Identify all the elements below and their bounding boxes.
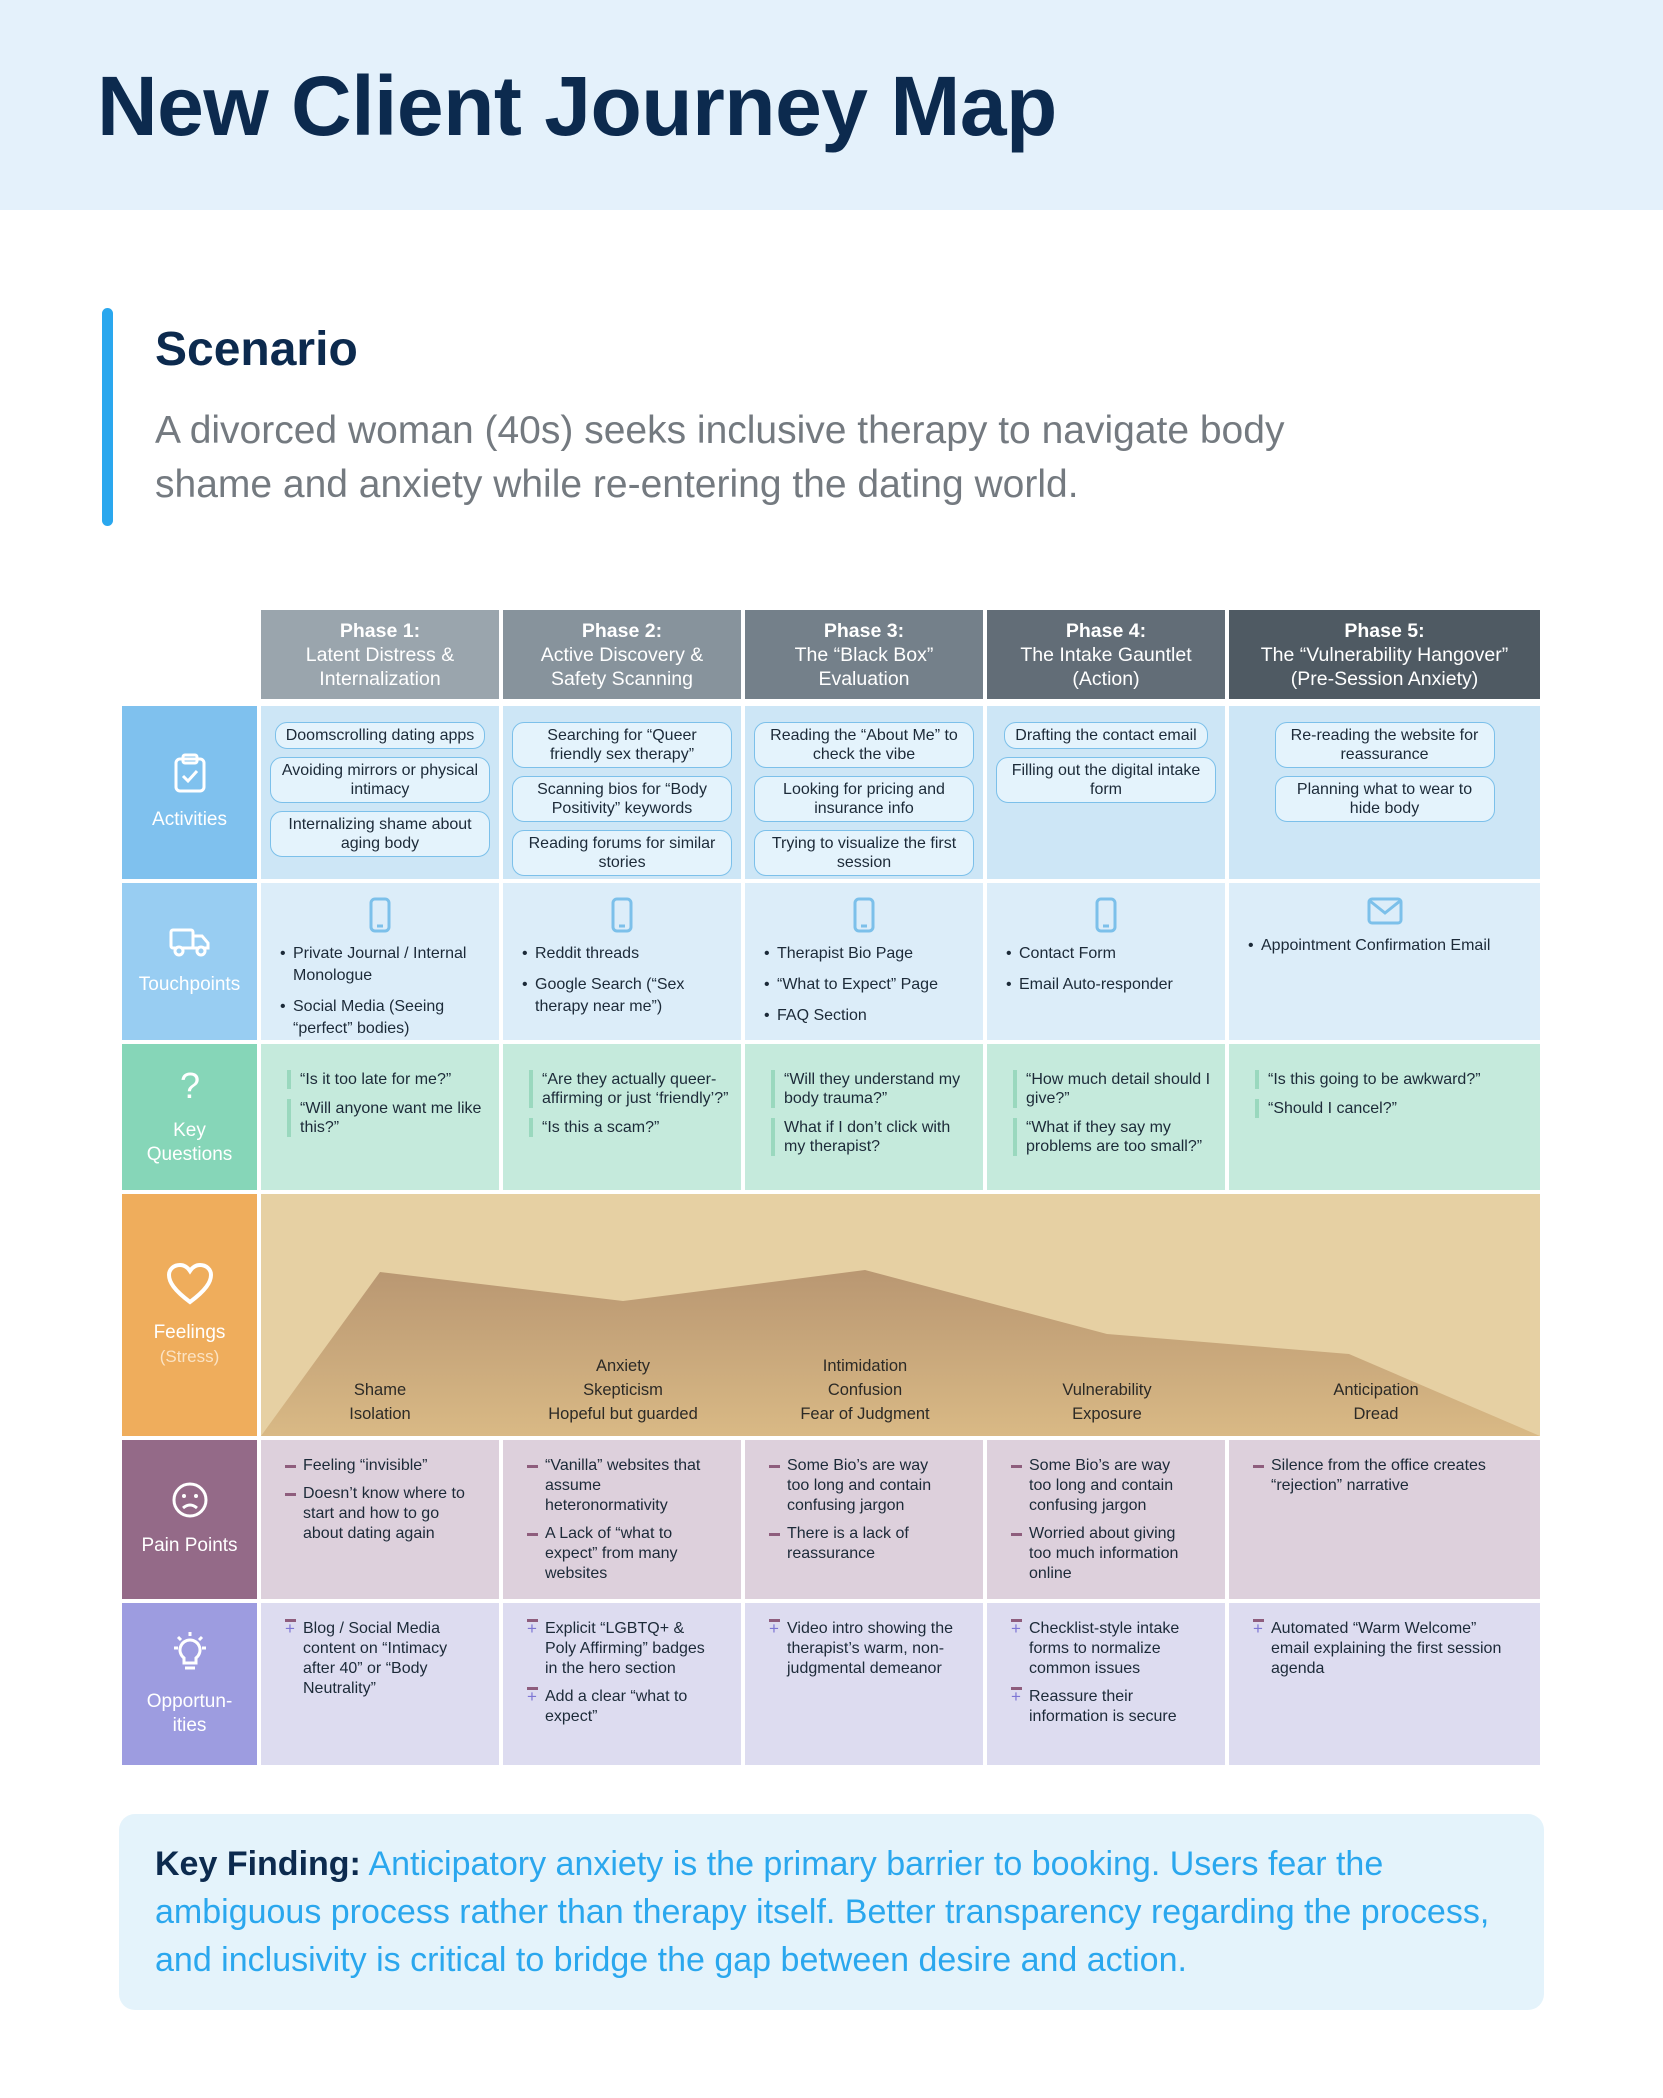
row-label-pain-points: [122, 1440, 257, 1599]
touchpoint-list: [261, 943, 499, 1040]
touchpoint-item: • “What to Expect” Page: [777, 974, 971, 996]
plus-icon: +: [769, 1619, 779, 1638]
heart-icon: [166, 1262, 214, 1313]
question-icon: [175, 1068, 205, 1111]
pain-point-text: Doesn’t know where to start and how to go about dating again: [303, 1485, 465, 1542]
emotion-word: Exposure: [1072, 1405, 1142, 1423]
phone-icon: [503, 883, 741, 933]
question-item: “Should I cancel?”: [1255, 1099, 1525, 1118]
touchpoint-item: • FAQ Section: [777, 1005, 971, 1027]
scenario-heading: Scenario: [155, 323, 358, 376]
phase-label: Phase 4:: [1065, 619, 1147, 642]
pain-point-text: “Vanilla” websites that assume heteronormativity: [545, 1457, 701, 1514]
pain-point-item: [527, 1456, 712, 1516]
lightbulb-icon: [169, 1631, 211, 1682]
opportunity-item: [769, 1619, 954, 1679]
phase-name: Active Discovery & Safety Scanning: [540, 643, 704, 690]
emotion-word: Vulnerability: [1062, 1381, 1152, 1399]
key-finding-text: [155, 1840, 1495, 1984]
scenario-accent-bar: [102, 308, 113, 526]
key-questions-cell: [1229, 1044, 1540, 1190]
phase-name: The Intake Gauntlet (Action): [1020, 643, 1192, 690]
opportunities-cell: [503, 1603, 741, 1765]
activities-cell: [261, 706, 499, 879]
activity-pill: Reading the “About Me” to check the vibe: [754, 722, 974, 768]
pain-point-text: Some Bio’s are way too long and contain confusing jargon: [1029, 1457, 1174, 1514]
phase-label: Phase 3:: [823, 619, 905, 642]
opportunity-text: Checklist-style intake forms to normalize common issues: [1029, 1620, 1180, 1677]
sad-face-icon: [171, 1481, 209, 1526]
phone-icon: [987, 883, 1225, 933]
pain-points-cell: [1229, 1440, 1540, 1599]
touchpoints-cell: [1229, 883, 1540, 1040]
key-questions-cell: [261, 1044, 499, 1190]
minus-icon: [1253, 1465, 1264, 1468]
minus-icon: [285, 1465, 296, 1468]
phase-label: Phase 1:: [339, 619, 421, 642]
question-item: “How much detail should I give?”: [1013, 1070, 1213, 1108]
phase-header-4: [987, 610, 1225, 699]
touchpoint-item: • Email Auto-responder: [1019, 974, 1213, 996]
emotion-label: [1007, 1378, 1207, 1426]
touchpoint-item: • Appointment Confirmation Email: [1261, 935, 1528, 957]
activity-pill: Searching for “Queer friendly sex therapy”: [512, 722, 732, 768]
opportunity-text: Blog / Social Media content on “Intimacy after 40” or “Body Neutrality”: [303, 1620, 448, 1697]
plus-icon: +: [527, 1619, 537, 1638]
plus-icon: +: [527, 1687, 537, 1706]
emotion-word: Intimidation: [822, 1357, 908, 1375]
row-label-text: Activities: [152, 809, 227, 830]
svg-text:?: ?: [179, 1067, 200, 1104]
touchpoint-item: • Therapist Bio Page: [777, 943, 971, 965]
touchpoint-item: • Reddit threads: [535, 943, 729, 965]
activity-pill: Avoiding mirrors or physical intimacy: [270, 757, 490, 803]
opportunity-text: Automated “Warm Welcome” email explaining the first session agenda: [1271, 1620, 1502, 1677]
activity-pill: Re-reading the website for reassurance: [1275, 722, 1495, 768]
plus-icon: +: [285, 1619, 295, 1638]
key-questions-cell: [745, 1044, 983, 1190]
page-title: New Client Journey Map: [97, 59, 1057, 153]
question-item: “Is this a scam?”: [529, 1118, 729, 1137]
activities-cell: [987, 706, 1225, 879]
phase-label: Phase 5:: [1344, 619, 1425, 642]
touchpoints-cell: [503, 883, 741, 1040]
opportunity-item: [1011, 1687, 1196, 1727]
plus-icon: +: [1011, 1687, 1021, 1706]
opportunities-cell: [1229, 1603, 1540, 1765]
pain-point-item: [769, 1456, 954, 1516]
phase-name: Latent Distress & Internalization: [305, 643, 455, 690]
truck-icon: [169, 926, 211, 965]
phase-label: Phase 2:: [581, 619, 663, 642]
activity-pill: Filling out the digital intake form: [996, 757, 1216, 803]
activities-cell: [745, 706, 983, 879]
emotion-label: [523, 1354, 723, 1426]
pain-point-text: Worried about giving too much information online: [1029, 1525, 1179, 1582]
row-label-text: Pain Points: [141, 1535, 238, 1556]
opportunity-item: [1253, 1619, 1503, 1679]
phase-header-1: [261, 610, 499, 699]
clipboard-icon: [173, 753, 207, 800]
feelings-area: [261, 1194, 1540, 1436]
minus-icon: [769, 1465, 780, 1468]
header: [0, 0, 1663, 210]
emotion-word: Confusion: [827, 1381, 903, 1399]
pain-points-cell: [261, 1440, 499, 1599]
phone-icon: [261, 883, 499, 933]
minus-icon: [527, 1533, 538, 1536]
pain-point-text: Some Bio’s are way too long and contain confusing jargon: [787, 1457, 932, 1514]
opportunities-cell: [987, 1603, 1225, 1765]
emotion-word: Shame: [353, 1381, 407, 1399]
phase-name: The “Black Box” Evaluation: [794, 643, 934, 690]
phase-name: The “Vulnerability Hangover” (Pre-Session Anxiety): [1260, 643, 1509, 690]
activity-pill: Reading forums for similar stories: [512, 830, 732, 876]
row-label-text: Touchpoints: [138, 974, 241, 995]
key-questions-cell: [987, 1044, 1225, 1190]
row-label-text: Feelings: [153, 1321, 226, 1343]
minus-icon: [527, 1465, 538, 1468]
activities-cell: [1229, 706, 1540, 879]
touchpoint-item: • Contact Form: [1019, 943, 1213, 965]
pain-point-item: [1011, 1524, 1196, 1584]
opportunity-text: Reassure their information is secure: [1029, 1688, 1177, 1725]
pain-point-text: There is a lack of reassurance: [787, 1525, 909, 1562]
activities-cell: [503, 706, 741, 879]
opportunities-cell: [261, 1603, 499, 1765]
row-label-subtext: (Stress): [159, 1346, 220, 1366]
row-label-feelings: [122, 1194, 257, 1436]
activity-pill: Internalizing shame about aging body: [270, 811, 490, 857]
scenario-text: A divorced woman (40s) seeks inclusive therapy to navigate body shame and anxiety while re-entering the dating world.: [155, 409, 1285, 506]
question-item: “Is this going to be awkward?”: [1255, 1070, 1525, 1089]
touchpoint-list: [1229, 935, 1540, 957]
pain-point-text: A Lack of “what to expect” from many websites: [545, 1525, 678, 1582]
question-item: What if I don’t click with my therapist?: [771, 1118, 971, 1156]
pain-point-item: [1253, 1456, 1503, 1496]
envelope-icon: [1229, 883, 1540, 925]
minus-icon: [769, 1533, 780, 1536]
scenario-section: [102, 308, 1402, 526]
pain-point-item: [285, 1484, 470, 1544]
phase-header-3: [745, 610, 983, 699]
key-questions-cell: [503, 1044, 741, 1190]
touchpoint-item: • Private Journal / Internal Monologue: [293, 943, 487, 987]
emotion-word: Isolation: [349, 1405, 411, 1423]
emotion-word: Anxiety: [595, 1357, 651, 1375]
journey-map: [122, 610, 1540, 1765]
pain-points-cell: [987, 1440, 1225, 1599]
activity-pill: Trying to visualize the first session: [754, 830, 974, 876]
activity-pill: Drafting the contact email: [1004, 722, 1207, 749]
key-finding-box: [119, 1814, 1544, 2010]
activity-pill: Scanning bios for “Body Positivity” keywords: [512, 776, 732, 822]
touchpoints-cell: [987, 883, 1225, 1040]
activity-pill: Planning what to wear to hide body: [1275, 776, 1495, 822]
touchpoint-list: [503, 943, 741, 1018]
opportunity-text: Explicit “LGBTQ+ & Poly Affirming” badges in the hero section: [545, 1620, 705, 1677]
emotion-word: Anticipation: [1333, 1381, 1419, 1399]
emotion-word: Skepticism: [583, 1381, 663, 1399]
opportunity-item: [527, 1619, 712, 1679]
row-label-opportunities: [122, 1603, 257, 1765]
plus-icon: +: [1253, 1619, 1263, 1638]
opportunity-item: [1011, 1619, 1196, 1679]
phase-header-2: [503, 610, 741, 699]
opportunity-text: Video intro showing the therapist’s warm, non-judgmental demeanor: [787, 1620, 954, 1677]
key-finding-label: Key Finding:: [155, 1845, 361, 1883]
emotion-label: [280, 1378, 480, 1426]
pain-point-text: Feeling “invisible”: [303, 1457, 428, 1474]
row-label-touchpoints: [122, 883, 257, 1040]
pain-points-cell: [745, 1440, 983, 1599]
emotion-word: Fear of Judgment: [800, 1405, 930, 1423]
question-item: “What if they say my problems are too small?”: [1013, 1118, 1213, 1156]
phase-header-5: [1229, 610, 1540, 699]
plus-icon: +: [1011, 1619, 1021, 1638]
touchpoint-list: [745, 943, 983, 1027]
row-label-text: Key Questions: [146, 1119, 233, 1165]
question-item: “Will they understand my body trauma?”: [771, 1070, 971, 1108]
opportunities-cell: [745, 1603, 983, 1765]
opportunity-item: [527, 1687, 712, 1727]
emotion-word: Hopeful but guarded: [548, 1405, 698, 1423]
row-label-text: Opportun- ities: [146, 1690, 233, 1736]
pain-point-item: [1011, 1456, 1196, 1516]
opportunity-text: Add a clear “what to expect”: [545, 1688, 688, 1725]
question-item: “Is it too late for me?”: [287, 1070, 487, 1089]
phone-icon: [745, 883, 983, 933]
emotion-word: Dread: [1353, 1405, 1399, 1423]
touchpoint-item: • Google Search (“Sex therapy near me”): [535, 974, 729, 1018]
key-finding-body: Anticipatory anxiety is the primary barrier to booking. Users fear the ambiguous process rather than therapy itself. Better transparency regarding the process, and inclusivity is critical to bridge the gap between desire and action.: [155, 1845, 1490, 1979]
pain-point-item: [769, 1524, 954, 1564]
minus-icon: [1011, 1465, 1022, 1468]
emotion-label: [1276, 1378, 1476, 1426]
opportunity-item: [285, 1619, 470, 1699]
emotion-label: [765, 1354, 965, 1426]
row-label-key-questions: [122, 1044, 257, 1190]
touchpoints-cell: [745, 883, 983, 1040]
activity-pill: Looking for pricing and insurance info: [754, 776, 974, 822]
pain-point-item: [285, 1456, 470, 1476]
touchpoint-list: [987, 943, 1225, 996]
touchpoints-cell: [261, 883, 499, 1040]
pain-points-cell: [503, 1440, 741, 1599]
activity-pill: Doomscrolling dating apps: [275, 722, 486, 749]
question-item: “Are they actually queer-affirming or just ‘friendly’?”: [529, 1070, 729, 1108]
pain-point-text: Silence from the office creates “rejection” narrative: [1271, 1457, 1486, 1494]
minus-icon: [1011, 1533, 1022, 1536]
pain-point-item: [527, 1524, 712, 1584]
minus-icon: [285, 1493, 296, 1496]
question-item: “Will anyone want me like this?”: [287, 1099, 487, 1137]
row-label-activities: [122, 706, 257, 879]
touchpoint-item: • Social Media (Seeing “perfect” bodies): [293, 996, 487, 1040]
